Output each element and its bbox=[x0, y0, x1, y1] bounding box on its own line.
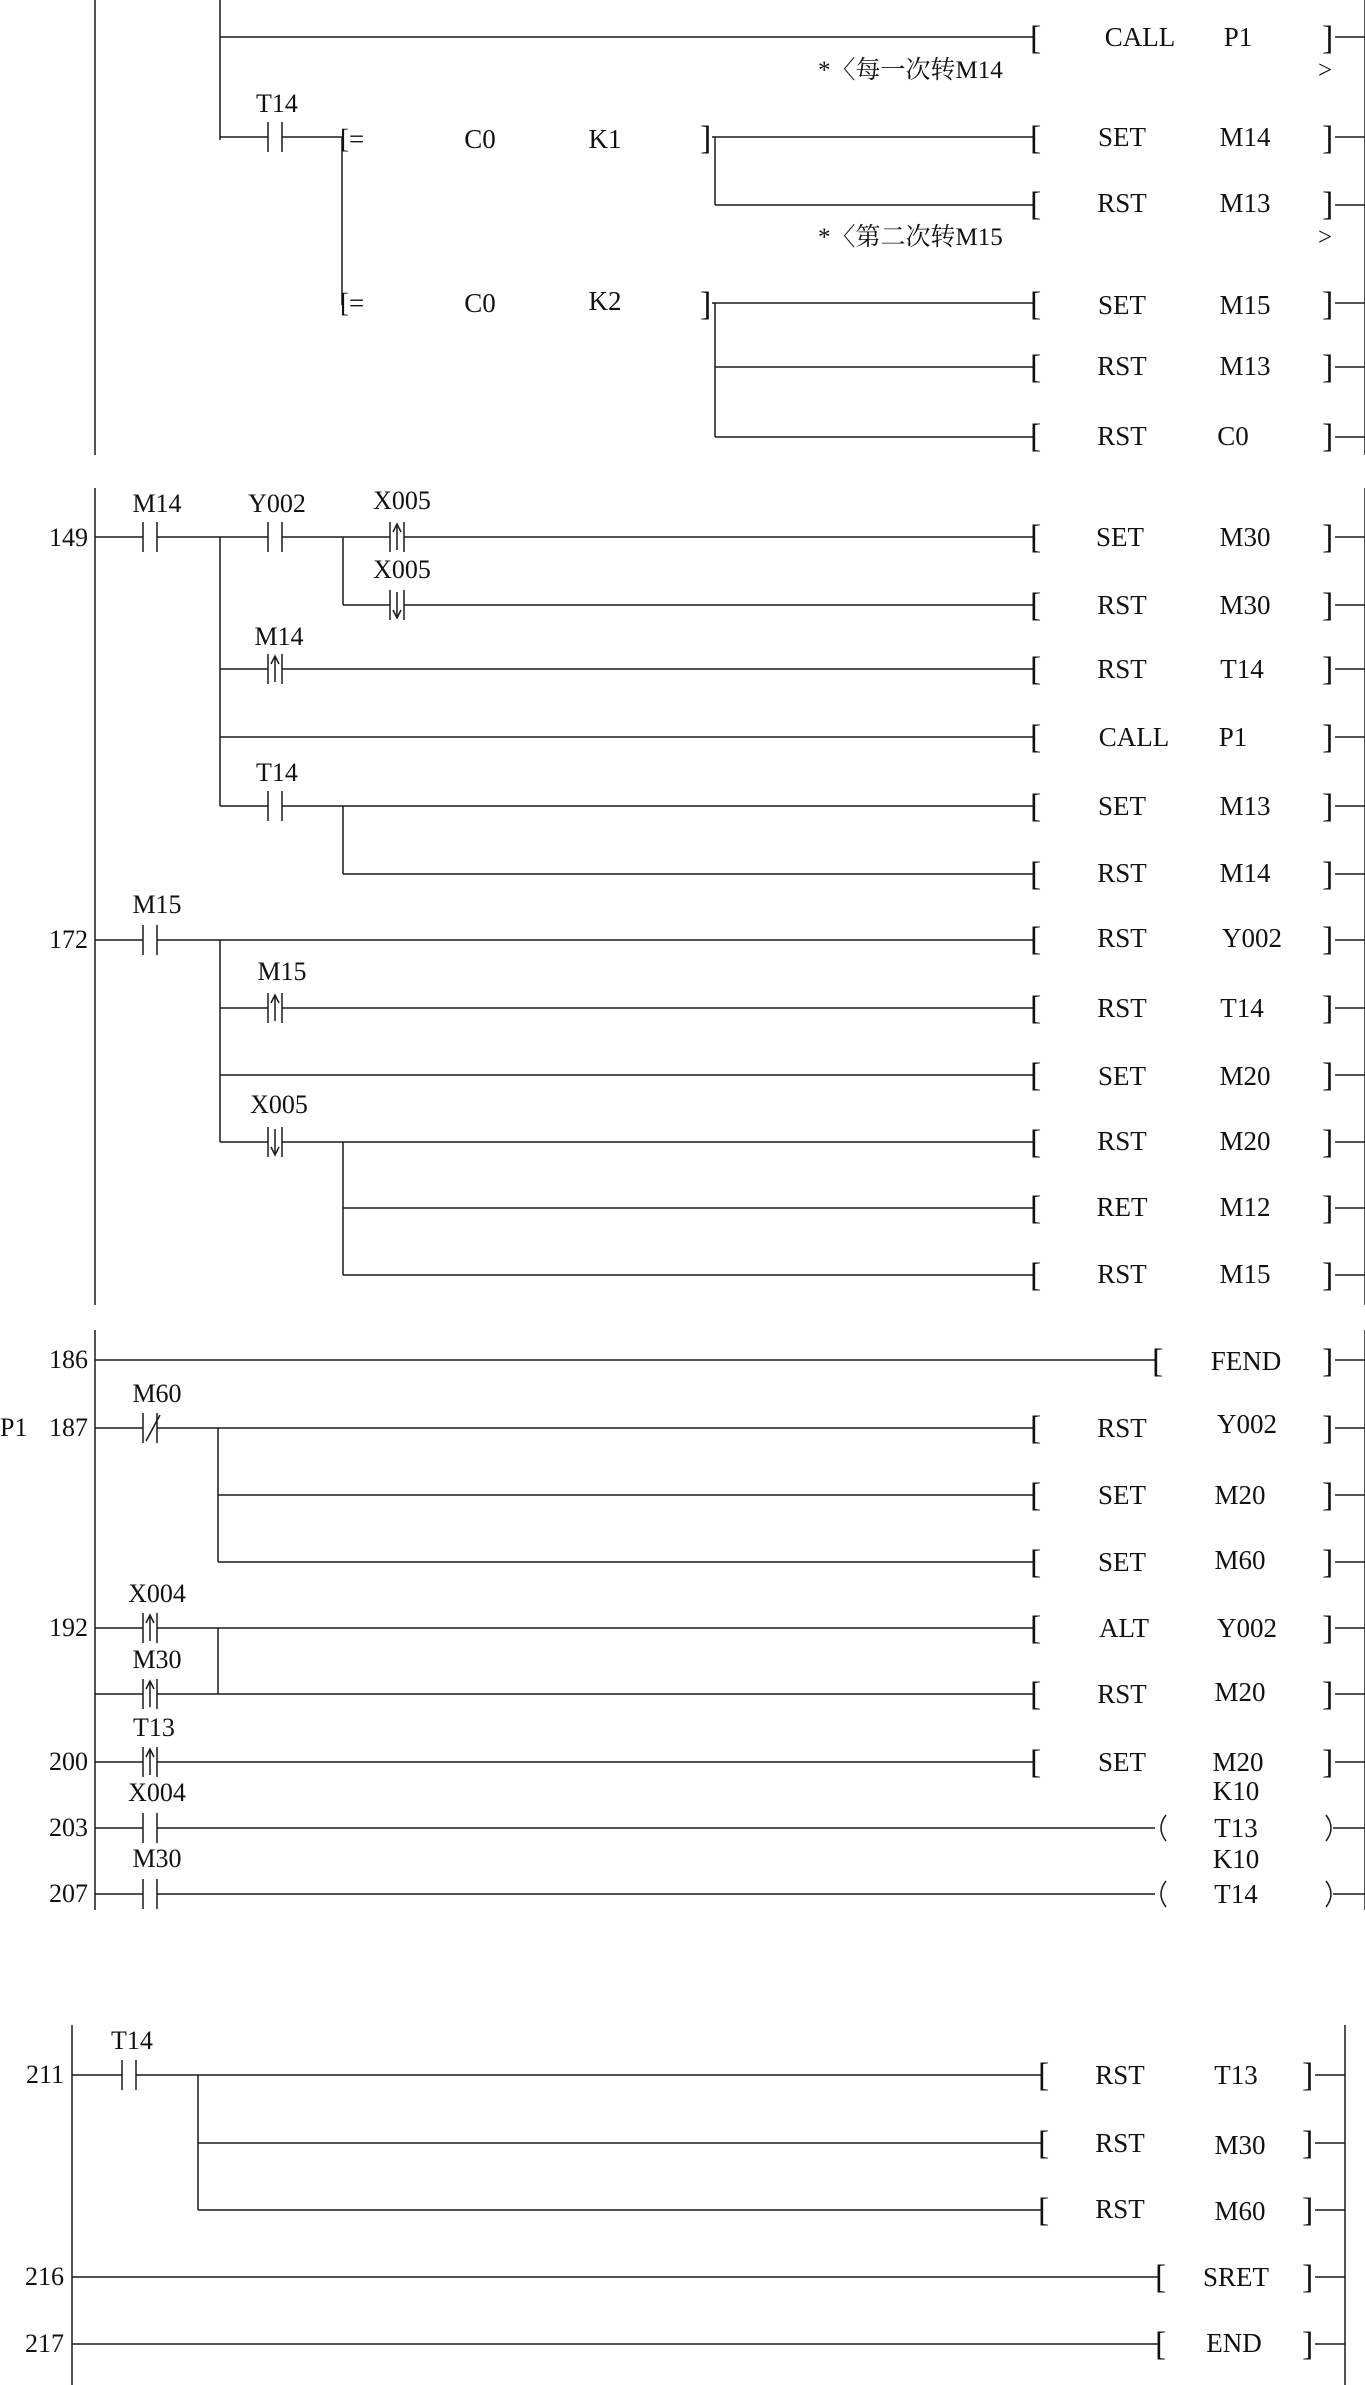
contact-label: X005 bbox=[250, 1090, 308, 1119]
coil-preset: K10 bbox=[1212, 1844, 1260, 1874]
instr-open-bracket: [ bbox=[1155, 2259, 1167, 2296]
instr-name: RST bbox=[1097, 1413, 1147, 1443]
instr-open-bracket: [ bbox=[1038, 2057, 1050, 2094]
instr-close-bracket: ] bbox=[1322, 186, 1334, 223]
contact-pulse-fall bbox=[390, 590, 404, 620]
instr-operand: M14 bbox=[1219, 122, 1271, 152]
coil-close bbox=[1326, 1881, 1331, 1907]
instr-operand: M20 bbox=[1219, 1061, 1271, 1091]
instr-name: CALL bbox=[1098, 722, 1170, 752]
step-number: 216 bbox=[25, 2262, 64, 2291]
coil-open bbox=[1161, 1815, 1166, 1841]
instr-open-bracket: [ bbox=[1038, 2125, 1050, 2162]
instr-name: RST bbox=[1095, 2194, 1145, 2224]
instr-operand: M15 bbox=[1219, 290, 1271, 320]
instr-close-bracket: ] bbox=[1322, 1410, 1334, 1447]
instr-operand: Y002 bbox=[1217, 1409, 1277, 1439]
instr-open-bracket: [ bbox=[1030, 1676, 1042, 1713]
instr-operand: M30 bbox=[1219, 590, 1271, 620]
step-number: 207 bbox=[49, 1879, 88, 1908]
instr-open-bracket: [ bbox=[1030, 418, 1042, 455]
instr-close-bracket: ] bbox=[1302, 2125, 1314, 2162]
instr-close-bracket: ] bbox=[1322, 788, 1334, 825]
contact-label: T13 bbox=[133, 1713, 175, 1742]
contact-label: X004 bbox=[128, 1579, 186, 1608]
contact-label: M14 bbox=[132, 489, 182, 518]
instr-open-bracket: [ bbox=[1030, 1124, 1042, 1161]
instr-close-bracket: ] bbox=[1302, 2326, 1314, 2363]
step-number: 217 bbox=[25, 2329, 64, 2358]
instr-open-bracket: [ bbox=[1030, 1477, 1042, 1514]
coil-close bbox=[1326, 1815, 1331, 1841]
coil-device: T13 bbox=[1214, 1813, 1258, 1843]
instr-name: FEND bbox=[1210, 1346, 1282, 1376]
instr-close-bracket: ] bbox=[1322, 1257, 1334, 1294]
instr-open-bracket: [ bbox=[1030, 788, 1042, 825]
compare-operand: K1 bbox=[588, 124, 622, 154]
instr-name: CALL bbox=[1104, 22, 1176, 52]
contact-label: M30 bbox=[132, 1645, 182, 1674]
contact-pulse-rise bbox=[390, 522, 404, 552]
instr-open-bracket: [ bbox=[1030, 349, 1042, 386]
instr-name: SET bbox=[1097, 290, 1147, 320]
instr-open-bracket: [ bbox=[1030, 120, 1042, 157]
instr-close-bracket: ] bbox=[1322, 651, 1334, 688]
instr-close-bracket: ] bbox=[1322, 719, 1334, 756]
instr-name: RST bbox=[1095, 2060, 1145, 2090]
step-number: 149 bbox=[49, 523, 88, 552]
instr-open-bracket: [ bbox=[1030, 1410, 1042, 1447]
instr-operand: P1 bbox=[1218, 722, 1248, 752]
instr-open-bracket: [ bbox=[1030, 856, 1042, 893]
instr-operand: Y002 bbox=[1217, 1613, 1277, 1643]
section-a bbox=[95, 0, 1365, 455]
contact-label: X005 bbox=[373, 555, 431, 584]
coil-open bbox=[1161, 1881, 1166, 1907]
instr-operand: M30 bbox=[1219, 522, 1271, 552]
contact-no bbox=[122, 2060, 136, 2090]
instr-name: RST bbox=[1097, 351, 1147, 381]
instr-name: SET bbox=[1095, 522, 1145, 552]
compare-close: ] bbox=[700, 286, 712, 323]
instr-operand: M14 bbox=[1219, 858, 1271, 888]
instr-close-bracket: ] bbox=[1322, 856, 1334, 893]
instr-name: RST bbox=[1097, 421, 1147, 451]
instr-close-bracket: ] bbox=[1302, 2057, 1314, 2094]
compare-open: [= bbox=[340, 288, 365, 318]
contact-label: X005 bbox=[373, 486, 431, 515]
instr-name: RET bbox=[1096, 1192, 1148, 1222]
instr-operand: M20 bbox=[1219, 1126, 1271, 1156]
contact-no bbox=[143, 1879, 157, 1909]
instr-open-bracket: [ bbox=[1030, 1190, 1042, 1227]
instr-operand: M30 bbox=[1214, 2130, 1266, 2160]
instr-open-bracket: [ bbox=[1030, 1057, 1042, 1094]
contact-no bbox=[268, 522, 282, 552]
contact-no bbox=[143, 925, 157, 955]
instr-close-bracket: ] bbox=[1322, 1544, 1334, 1581]
comment-close: > bbox=[1318, 57, 1333, 84]
compare-close: ] bbox=[700, 120, 712, 157]
instr-name: SRET bbox=[1202, 2262, 1270, 2292]
instr-close-bracket: ] bbox=[1322, 1610, 1334, 1647]
comment: *〈每一次转M14 bbox=[818, 57, 1003, 84]
instr-close-bracket: ] bbox=[1322, 921, 1334, 958]
contact-pulse-rise bbox=[143, 1679, 157, 1709]
contact-label: M14 bbox=[254, 622, 304, 651]
instr-operand: M20 bbox=[1212, 1747, 1264, 1777]
instr-open-bracket: [ bbox=[1030, 587, 1042, 624]
instr-open-bracket: [ bbox=[1030, 1744, 1042, 1781]
section-d bbox=[25, 2025, 1345, 2385]
instr-name: SET bbox=[1097, 1547, 1147, 1577]
instr-close-bracket: ] bbox=[1322, 1676, 1334, 1713]
instr-close-bracket: ] bbox=[1302, 2192, 1314, 2229]
contact-pulse-rise bbox=[143, 1613, 157, 1643]
instr-open-bracket: [ bbox=[1038, 2192, 1050, 2229]
instr-name: RST bbox=[1097, 188, 1147, 218]
instr-name: ALT bbox=[1098, 1613, 1150, 1643]
contact-label: T14 bbox=[256, 89, 298, 118]
instr-close-bracket: ] bbox=[1322, 1744, 1334, 1781]
p1-label: P1 bbox=[0, 1413, 28, 1442]
instr-name: RST bbox=[1097, 858, 1147, 888]
instr-close-bracket: ] bbox=[1322, 1190, 1334, 1227]
instr-operand: M20 bbox=[1214, 1677, 1266, 1707]
coil-device: T14 bbox=[1214, 1879, 1258, 1909]
contact-pulse-fall bbox=[268, 1127, 282, 1157]
instr-operand: Y002 bbox=[1222, 923, 1282, 953]
contact-label: T14 bbox=[111, 2026, 153, 2055]
instr-operand: M12 bbox=[1219, 1192, 1271, 1222]
instr-open-bracket: [ bbox=[1030, 990, 1042, 1027]
contact-no bbox=[143, 1813, 157, 1843]
instr-close-bracket: ] bbox=[1322, 519, 1334, 556]
contact-label: Y002 bbox=[248, 489, 306, 518]
instr-name: RST bbox=[1097, 1126, 1147, 1156]
compare-operand: K2 bbox=[588, 286, 622, 316]
step-number: 187 bbox=[49, 1413, 88, 1442]
instr-operand: P1 bbox=[1223, 22, 1253, 52]
step-number: 192 bbox=[49, 1613, 88, 1642]
instr-close-bracket: ] bbox=[1322, 349, 1334, 386]
instr-close-bracket: ] bbox=[1322, 286, 1334, 323]
instr-close-bracket: ] bbox=[1322, 990, 1334, 1027]
instr-close-bracket: ] bbox=[1322, 1477, 1334, 1514]
contact-pulse-rise bbox=[268, 654, 282, 684]
instr-name: RST bbox=[1097, 923, 1147, 953]
instr-name: RST bbox=[1097, 654, 1147, 684]
compare-open: [= bbox=[340, 124, 365, 154]
instr-open-bracket: [ bbox=[1030, 186, 1042, 223]
instr-close-bracket: ] bbox=[1322, 120, 1334, 157]
instr-name: END bbox=[1206, 2328, 1262, 2358]
instr-operand: C0 bbox=[1217, 421, 1249, 451]
contact-label: M15 bbox=[132, 890, 182, 919]
contact-label: X004 bbox=[128, 1778, 186, 1807]
contact-pulse-rise bbox=[268, 993, 282, 1023]
instr-open-bracket: [ bbox=[1030, 719, 1042, 756]
step-number: 172 bbox=[49, 925, 88, 954]
step-number: 211 bbox=[25, 2060, 64, 2089]
instr-open-bracket: [ bbox=[1030, 1544, 1042, 1581]
instr-open-bracket: [ bbox=[1030, 1610, 1042, 1647]
instr-operand: T13 bbox=[1214, 2060, 1258, 2090]
instr-open-bracket: [ bbox=[1030, 651, 1042, 688]
compare-operand: C0 bbox=[464, 124, 496, 154]
coil-preset: K10 bbox=[1212, 1776, 1260, 1806]
instr-operand: M60 bbox=[1214, 2196, 1266, 2226]
instr-close-bracket: ] bbox=[1322, 1057, 1334, 1094]
instr-close-bracket: ] bbox=[1322, 587, 1334, 624]
contact-no bbox=[143, 522, 157, 552]
instr-name: SET bbox=[1097, 1061, 1147, 1091]
instr-operand: M13 bbox=[1219, 791, 1271, 821]
comment-close: > bbox=[1318, 224, 1333, 251]
comment: *〈第二次转M15 bbox=[818, 224, 1003, 251]
contact-pulse-rise bbox=[143, 1747, 157, 1777]
compare-operand: C0 bbox=[464, 288, 496, 318]
section-b bbox=[49, 486, 1365, 1305]
instr-operand: M20 bbox=[1214, 1480, 1266, 1510]
instr-operand: M13 bbox=[1219, 351, 1271, 381]
instr-close-bracket: ] bbox=[1322, 418, 1334, 455]
instr-name: SET bbox=[1097, 1480, 1147, 1510]
instr-operand: M13 bbox=[1219, 188, 1271, 218]
instr-open-bracket: [ bbox=[1030, 20, 1042, 57]
instr-name: RST bbox=[1097, 1679, 1147, 1709]
instr-open-bracket: [ bbox=[1155, 2326, 1167, 2363]
instr-open-bracket: [ bbox=[1030, 519, 1042, 556]
contact-no bbox=[268, 791, 282, 821]
instr-name: RST bbox=[1097, 590, 1147, 620]
instr-name: RST bbox=[1095, 2128, 1145, 2158]
instr-name: SET bbox=[1097, 1747, 1147, 1777]
instr-operand: M15 bbox=[1219, 1259, 1271, 1289]
instr-open-bracket: [ bbox=[1030, 921, 1042, 958]
step-number: 203 bbox=[49, 1813, 88, 1842]
instr-close-bracket: ] bbox=[1322, 20, 1334, 57]
step-number: 200 bbox=[49, 1747, 88, 1776]
contact-no bbox=[268, 122, 282, 152]
contact-label: M60 bbox=[132, 1379, 182, 1408]
instr-close-bracket: ] bbox=[1322, 1343, 1334, 1380]
instr-open-bracket: [ bbox=[1152, 1343, 1164, 1380]
instr-name: SET bbox=[1097, 791, 1147, 821]
contact-label: M30 bbox=[132, 1844, 182, 1873]
instr-open-bracket: [ bbox=[1030, 286, 1042, 323]
contact-label: M15 bbox=[257, 957, 307, 986]
instr-close-bracket: ] bbox=[1322, 1124, 1334, 1161]
section-c bbox=[0, 1330, 1365, 1910]
instr-operand: T14 bbox=[1220, 993, 1264, 1023]
instr-name: SET bbox=[1097, 122, 1147, 152]
instr-name: RST bbox=[1097, 993, 1147, 1023]
instr-operand: M60 bbox=[1214, 1545, 1266, 1575]
contact-label: T14 bbox=[256, 758, 298, 787]
step-number: 186 bbox=[49, 1345, 88, 1374]
instr-open-bracket: [ bbox=[1030, 1257, 1042, 1294]
instr-operand: T14 bbox=[1220, 654, 1264, 684]
instr-close-bracket: ] bbox=[1302, 2259, 1314, 2296]
instr-name: RST bbox=[1097, 1259, 1147, 1289]
